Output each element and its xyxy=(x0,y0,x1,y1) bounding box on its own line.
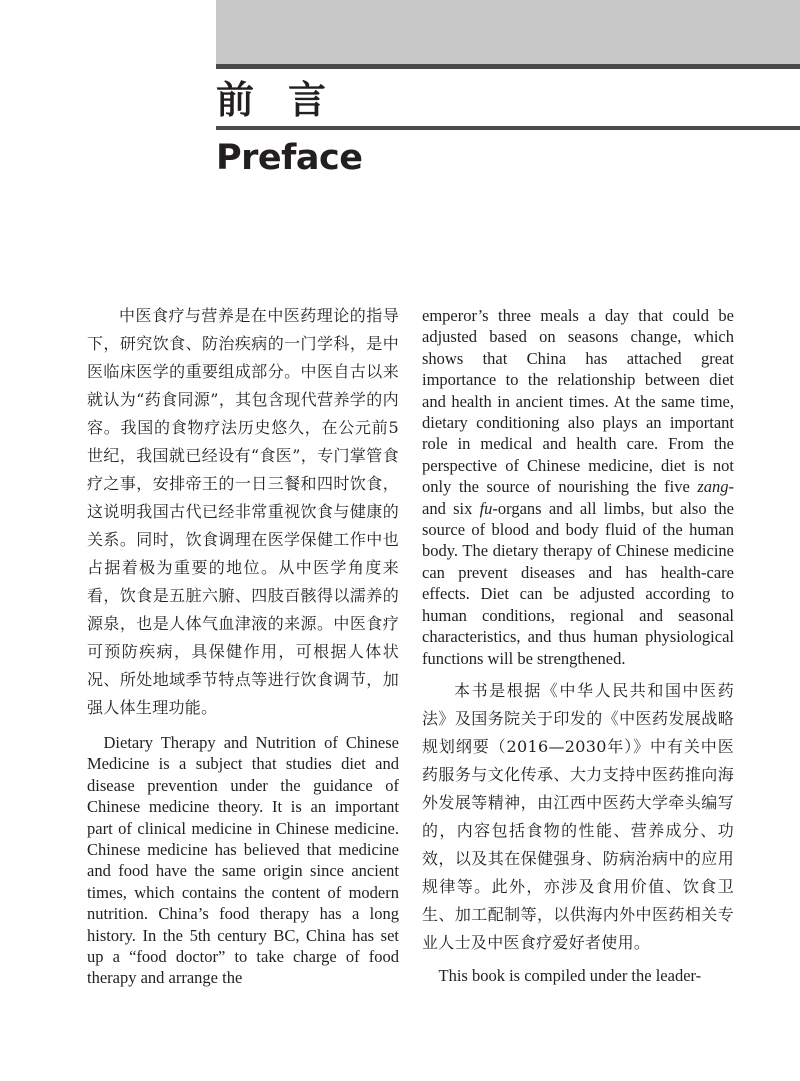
english-paragraph-compilation-start: This book is compiled under the leader- xyxy=(438,965,702,985)
left-column xyxy=(87,302,399,989)
english-paragraph-continuation xyxy=(422,305,734,669)
header-band xyxy=(216,0,800,64)
page-title-chinese: 前言 xyxy=(216,78,361,122)
italic-term-fu: fu xyxy=(479,498,493,518)
english-paragraph-intro: Dietary Therapy and Nutrition of Chinese Medicine is a subject that studies diet and disease prevention under the guidance of Chinese medicine theory. It is an important part of clinical medicine in Chinese medicine. Chinese medicine has believed that medicine and food have the same origin since ancient times, which contains the content of modern nutrition. China’s food therapy has a long history. In the 5th century BC, China has set up a “food doctor” to take charge of food therapy and arrange the xyxy=(87,733,399,988)
chinese-paragraph-intro: 中医食疗与营养是在中医药理论的指导下，研究饮食、防治疾病的一门学科，是中医临床医学的重要组成部分。中医自古以来就认为“药食同源”，其包含现代营养学的内容。我国的食物疗法历史悠久，在公元前5世纪，我国就已经设有“食医”，专门掌管食疗之事，安排帝王的一日三餐和四时饮食，这说明我国古代已经非常重视饮食与健康的关系。同时，饮食调理在医学保健工作中也占据着极为重要的地位。从中医学角度来看，饮食是五脏六腑、四肢百骸得以濡养的源泉，也是人体气血津液的来源。中医食疗可预防疾病，具保健作用，可根据人体状况、所处地域季节特点等进行饮食调节，加强人体生理功能。 xyxy=(87,306,399,717)
page-title-english: Preface xyxy=(216,138,363,178)
english-text-segment: emperor’s three meals a day that could be adjusted based on seasons change, which shows that China has attached great importance to the relationship between diet and health in ancient times. At the same time, dietary conditioning also plays an important role in medical and health care. From the perspective of Chinese medicine, diet is not only the source of nourishing the five xyxy=(422,306,734,497)
english-text-segment: -organs and all limbs, but also the source of blood and body fluid of the human body. The dietary therapy of Chinese medicine can prevent diseases and has health-care effects. Diet can be adjusted according to human conditions, regional and seasonal characteristics, and thus human physiological functions will be strengthened. xyxy=(422,498,734,668)
header-rule-middle xyxy=(216,126,800,130)
right-column xyxy=(422,305,734,986)
header-rule-top xyxy=(216,64,800,69)
italic-term-zang: zang xyxy=(697,477,729,497)
chinese-paragraph-compilation: 本书是根据《中华人民共和国中医药法》及国务院关于印发的《中医药发展战略规划纲要（2016—2030年）》中有关中医药服务与文化传承、大力支持中医药推向海外发展等精神，由江西中医药大学牵头编写的，内容包括食物的性能、营养成分、功效，以及其在保健强身、防病治病中的应用规律等。此外，亦涉及食用价值、饮食卫生、加工配制等，以供海内外中医药相关专业人士及中医食疗爱好者使用。 xyxy=(422,680,734,952)
english-text-segment: - and six xyxy=(422,477,734,518)
